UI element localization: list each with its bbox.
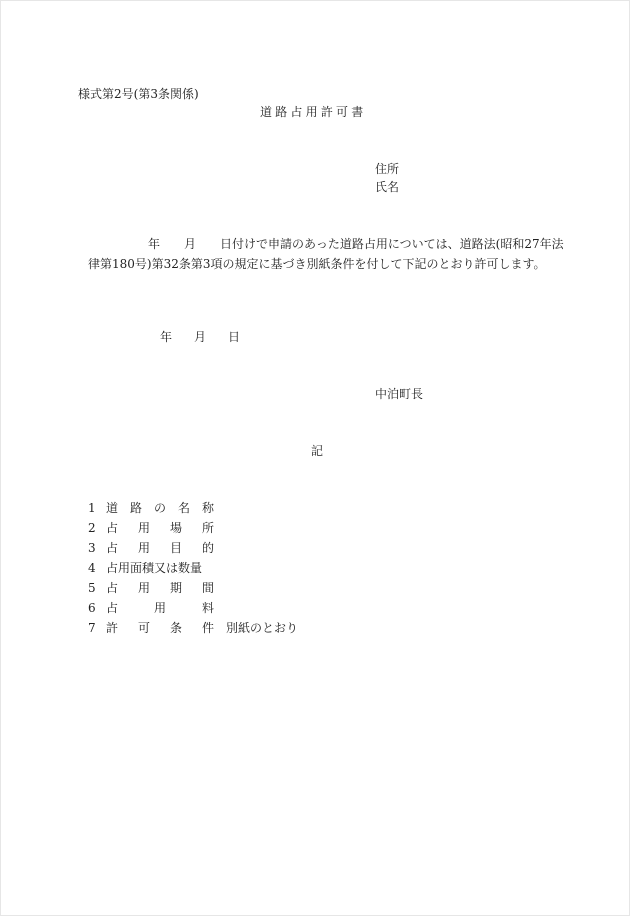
- title-char: 道: [260, 105, 276, 119]
- title-char: 路: [275, 105, 291, 119]
- item-label: [106, 522, 214, 534]
- issuer-name: 中泊町長: [375, 387, 424, 401]
- item-label-char: 用: [137, 521, 150, 535]
- item-label: [106, 582, 214, 594]
- body-text-rest: 日付けで申請のあった道路占用については、道路法(昭和27年法: [220, 237, 564, 251]
- body-month-label: 月: [184, 237, 197, 251]
- item-label-char: 用: [137, 541, 150, 555]
- list-item: [88, 622, 298, 642]
- item-label-char: 場: [169, 521, 182, 535]
- item-label-char: 占: [106, 541, 119, 555]
- item-label-char: 許: [106, 621, 119, 635]
- address-label: 住所: [375, 162, 400, 176]
- list-item: [88, 522, 298, 542]
- list-item: [88, 502, 298, 522]
- issue-day-label: 日: [228, 330, 241, 344]
- issue-date-line: [160, 331, 240, 343]
- name-label: 氏名: [375, 180, 400, 194]
- list-item: [88, 582, 298, 602]
- item-label-char: 路: [129, 501, 142, 515]
- item-label: [106, 502, 214, 514]
- title-char: 書: [351, 105, 367, 119]
- document-title: [260, 106, 366, 118]
- item-label: [106, 602, 214, 614]
- item-number: 3: [88, 541, 96, 555]
- item-number: 7: [88, 621, 96, 635]
- item-number: 2: [88, 521, 96, 535]
- item-label: [106, 622, 214, 634]
- item-label-char: 用: [153, 601, 166, 615]
- item-number: 4: [88, 561, 96, 575]
- body-year-label: 年: [148, 237, 161, 251]
- item-label-char: 占: [106, 601, 119, 615]
- item-label-char: の: [153, 501, 166, 515]
- item-label-char: 占用面積又は数量: [106, 561, 203, 575]
- item-label-char: 称: [201, 501, 214, 515]
- item-label-char: 可: [137, 621, 150, 635]
- item-number: 5: [88, 581, 96, 595]
- item-label-char: 名: [177, 501, 190, 515]
- issue-month-label: 月: [194, 330, 207, 344]
- body-text-line-2: 律第180号)第32条第3項の規定に基づき別紙条件を付して下記のとおり許可します。: [88, 257, 546, 271]
- item-label: [106, 542, 214, 554]
- item-label-char: 間: [201, 581, 214, 595]
- list-item: [88, 562, 298, 582]
- item-label-char: 件: [201, 621, 214, 635]
- item-label: [106, 562, 214, 574]
- title-char: 用: [305, 105, 321, 119]
- item-label-char: 目: [169, 541, 182, 555]
- item-label-char: 的: [201, 541, 214, 555]
- item-label-char: 料: [201, 601, 214, 615]
- list-item: [88, 542, 298, 562]
- issue-year-label: 年: [160, 330, 173, 344]
- body-text-line-1: [148, 238, 564, 250]
- title-char: 許: [320, 105, 337, 119]
- ki-heading: 記: [311, 444, 324, 458]
- item-label-char: 所: [201, 521, 214, 535]
- item-label-char: 占: [106, 581, 119, 595]
- item-label-char: 期: [169, 581, 182, 595]
- item-label-char: 条: [169, 621, 182, 635]
- form-number: 様式第2号(第3条関係): [78, 87, 199, 101]
- title-char: 可: [336, 105, 352, 119]
- item-number: 1: [88, 501, 96, 515]
- item-list: [88, 502, 298, 642]
- item-value: 別紙のとおり: [226, 621, 299, 635]
- item-label-char: 道: [106, 501, 119, 515]
- item-label-char: 占: [106, 521, 119, 535]
- item-number: 6: [88, 601, 96, 615]
- item-label-char: 用: [137, 581, 150, 595]
- title-char: 占: [290, 105, 306, 119]
- list-item: [88, 602, 298, 622]
